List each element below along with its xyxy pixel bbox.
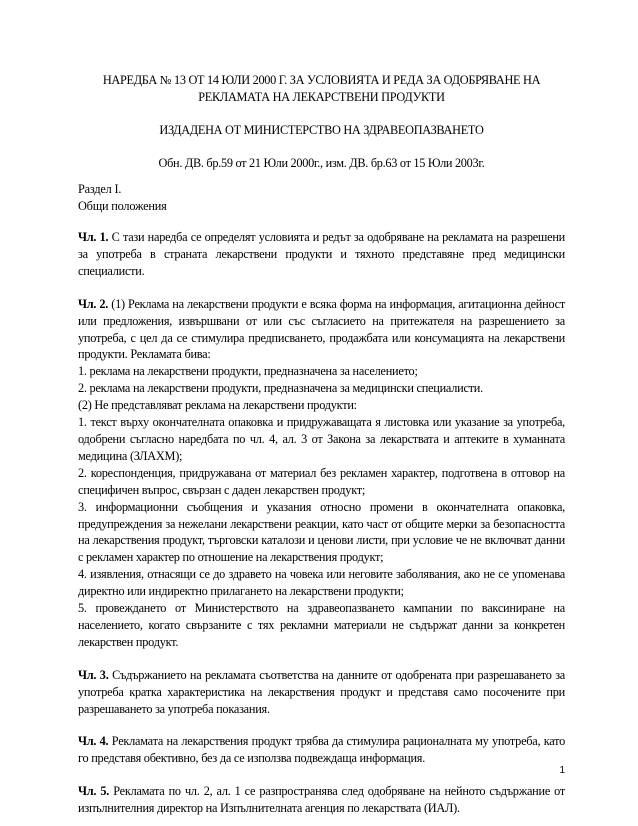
publication-line: Обн. ДВ. бр.59 от 21 Юли 2000г., изм. ДВ. бр.63 от 15 Юли 2003г. bbox=[158, 156, 485, 170]
article-2-label: Чл. 2. bbox=[78, 296, 109, 311]
article-4-label: Чл. 4. bbox=[78, 734, 109, 749]
article-2-paragraph-1: (1) Реклама на лекарствени продукти е всяка форма на информация, агитационна дейност или предложения, извършвани от или със съгласието на притежателя на разрешението за употреба, с цел да се стимулира предписването, продажбата или консумацията на лекарствени продукти. Рекламата бива: bbox=[78, 296, 566, 362]
article-2-exclusion-3: 3. информационни съобщения и указания относно промени в окончателната опаковка, предупреждения за нежелани лекарствени реакции, като част от общите мерки за безопасността на лекарствения продукт, търговски каталози и ценови листи, при условие че не включват данни с рекламен характер по отношение на лекарствения продукт; bbox=[78, 499, 565, 565]
article-5-text: Рекламата по чл. 2, ал. 1 се разпространява след одобряване на нейното съдържание от изпълнителния директор на Изпълнителната агенция по лекарствата (ИАЛ). bbox=[78, 784, 566, 816]
issuer-line: ИЗДАДЕНА ОТ МИНИСТЕРСТВО НА ЗДРАВЕОПАЗВАНЕТО bbox=[159, 123, 484, 137]
article-2-exclusion-2: 2. кореспонденция, придружавана от материал без рекламен характер, подготвена в отговор на специфичен въпрос, свързан с даден лекарствен продукт; bbox=[78, 465, 565, 497]
section-heading bbox=[78, 181, 565, 215]
article-1-label: Чл. 1. bbox=[78, 230, 109, 244]
article-2-exclusion-5: 5. провеждането от Министерството на здравеопазването кампании по ваксиниране на населението, когато свързаните с тях рекламни материали не съдържат данни за конкретен лекарствен продукт. bbox=[78, 601, 565, 649]
section-title: Общи положения bbox=[78, 199, 167, 213]
article-1-text: С тази наредба се определят условията и редът за одобряване на рекламата на разрешени за употреба в страната лекарствени продукти и тяхното представяне пред медицински специалисти. bbox=[78, 230, 566, 278]
article-2-item-2: 2. реклама на лекарствени продукти, предназначена за медицински специалисти. bbox=[78, 381, 483, 396]
article-2-item-1: 1. реклама на лекарствени продукти, предназначена за населението; bbox=[78, 364, 418, 379]
article-4-text: Рекламата на лекарствения продукт трябва да стимулира рационалната му употреба, като го представя обективно, без да се използва подвеждаща информация. bbox=[78, 734, 566, 766]
article-4 bbox=[78, 733, 565, 767]
article-2 bbox=[78, 296, 565, 651]
article-2-exclusion-1: 1. текст върху окончателната опаковка и придружаващата я листовка или указание за употреба, одобрени съгласно наредбата по чл. 4, ал. 3 от Закона за лекарствата и аптеките в хуманната медицина (ЗЛАХМ); bbox=[78, 415, 565, 463]
article-3-label: Чл. 3. bbox=[78, 667, 109, 682]
article-5-label: Чл. 5. bbox=[78, 784, 110, 799]
document-title bbox=[78, 72, 565, 106]
page-number: 1 bbox=[559, 765, 565, 776]
title-line-1: НАРЕДБА № 13 ОТ 14 ЮЛИ 2000 Г. ЗА УСЛОВИЯТА И РЕДА ЗА ОДОБРЯВАНЕ НА bbox=[102, 73, 541, 87]
article-5 bbox=[78, 783, 565, 817]
title-line-2: РЕКЛАМАТА НА ЛЕКАРСТВЕНИ ПРОДУКТИ bbox=[198, 90, 445, 104]
article-1 bbox=[78, 229, 565, 280]
article-2-paragraph-2: (2) Не представляват реклама на лекарствени продукти: bbox=[78, 398, 357, 413]
article-3-text: Съдържанието на рекламата съответства на данните от одобрената при разрешаването за употреба кратка характеристика на лекарствения продукт и представя само посочените при разрешаването за употреба показания. bbox=[78, 667, 566, 716]
article-2-exclusion-4: 4. изявления, отнасящи се до здравето на човека или неговите заболявания, ако не се упоменава директно или индиректно прилагането на лекарствени продукти; bbox=[78, 567, 565, 599]
article-3 bbox=[78, 667, 565, 718]
section-label: Раздел I. bbox=[78, 182, 122, 196]
